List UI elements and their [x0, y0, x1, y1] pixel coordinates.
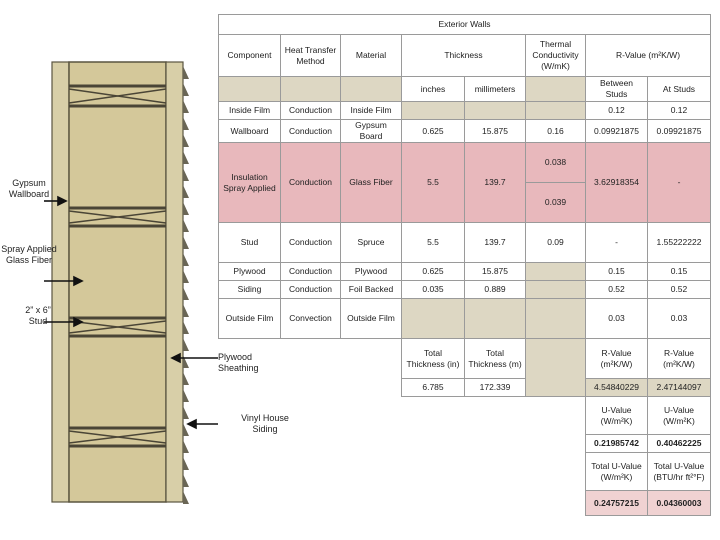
cell: 0.15 [648, 263, 711, 281]
cell: 15.875 [465, 120, 526, 143]
table-row [219, 281, 711, 299]
cell: Conduction [281, 263, 341, 281]
siding-tooth [183, 83, 189, 96]
cell: 0.52 [586, 281, 648, 299]
table-row [219, 299, 711, 339]
cell: Stud [219, 223, 281, 263]
siding-tooth [183, 389, 189, 402]
cell: Foil Backed [341, 281, 402, 299]
gypsum-layer [52, 62, 69, 502]
siding-tooth [183, 321, 189, 334]
siding-label: Vinyl House Siding [241, 413, 289, 434]
r-value-label-between: R-Value (m²K/W) [586, 339, 648, 379]
siding-tooth [183, 457, 189, 470]
r-value-at: 2.47144097 [648, 379, 711, 397]
total-thickness-m-label: Total Thickness (m) [465, 339, 526, 379]
cell: Inside Film [341, 102, 402, 120]
exterior-walls-table [218, 14, 711, 516]
cell: Conduction [281, 102, 341, 120]
table-row [219, 143, 711, 183]
cell: Plywood [219, 263, 281, 281]
cell: Inside Film [219, 102, 281, 120]
siding-teeth [183, 66, 189, 504]
cell: Insulation Spray Applied [219, 143, 281, 223]
cell: 0.09921875 [648, 120, 711, 143]
siding-tooth [183, 474, 189, 487]
header-material: Material [341, 35, 402, 77]
siding-tooth [183, 117, 189, 130]
cell: Conduction [281, 120, 341, 143]
siding-tooth [183, 372, 189, 385]
siding-tooth [183, 66, 189, 79]
cell: 0.09921875 [586, 120, 648, 143]
total-thickness-in: 6.785 [402, 379, 465, 397]
cell: Outside Film [219, 299, 281, 339]
total-u-label-imperial: Total U-Value (BTU/hr ft²°F) [648, 453, 711, 491]
cell: 139.7 [465, 143, 526, 223]
cell: - [586, 223, 648, 263]
u-value-label-between: U-Value (W/m²K) [586, 397, 648, 435]
cell: 0.039 [526, 183, 586, 223]
cell: 0.12 [586, 102, 648, 120]
plywood-label: Plywood Sheathing [218, 352, 259, 373]
siding-tooth [183, 355, 189, 368]
header-at-studs: At Studs [648, 77, 711, 102]
cell: Siding [219, 281, 281, 299]
cell: 0.625 [402, 120, 465, 143]
table-row [219, 102, 711, 120]
siding-tooth [183, 491, 189, 504]
cell: Plywood [341, 263, 402, 281]
total-u-si: 0.24757215 [586, 491, 648, 516]
cell: 5.5 [402, 143, 465, 223]
cell: 0.03 [586, 299, 648, 339]
cell: 0.52 [648, 281, 711, 299]
cell: Conduction [281, 223, 341, 263]
cell: 15.875 [465, 263, 526, 281]
cell: - [648, 143, 711, 223]
total-thickness-m: 172.339 [465, 379, 526, 397]
siding-tooth [183, 270, 189, 283]
cell: 0.15 [586, 263, 648, 281]
siding-tooth [183, 406, 189, 419]
cell: 5.5 [402, 223, 465, 263]
cell: Conduction [281, 281, 341, 299]
header-thickness: Thickness [402, 35, 526, 77]
siding-tooth [183, 236, 189, 249]
gypsum-label: Gypsum Wallboard [8, 178, 50, 199]
siding-tooth [183, 100, 189, 113]
u-value-at: 0.40462225 [648, 435, 711, 453]
table-row [219, 263, 711, 281]
siding-tooth [183, 287, 189, 300]
cell: 0.625 [402, 263, 465, 281]
cell: Convection [281, 299, 341, 339]
cell: 3.62918354 [586, 143, 648, 223]
header-millimeters: millimeters [465, 77, 526, 102]
r-value-between: 4.54840229 [586, 379, 648, 397]
header-component: Component [219, 35, 281, 77]
insulation-layer [69, 62, 166, 502]
siding-tooth [183, 253, 189, 266]
cell: Outside Film [341, 299, 402, 339]
header-rvalue: R-Value (m²K/W) [586, 35, 711, 77]
plywood-layer [166, 62, 183, 502]
u-value-between: 0.21985742 [586, 435, 648, 453]
header-between-studs: Between Studs [586, 77, 648, 102]
stud-label: 2” x 6” Stud [25, 305, 51, 326]
cell: 0.038 [526, 143, 586, 183]
total-u-label-si: Total U-Value (W/m²K) [586, 453, 648, 491]
r-value-label-at: R-Value (m²K/W) [648, 339, 711, 379]
siding-tooth [183, 338, 189, 351]
siding-tooth [183, 304, 189, 317]
siding-tooth [183, 202, 189, 215]
cell: 0.03 [648, 299, 711, 339]
table-row [219, 120, 711, 143]
cell: 0.12 [648, 102, 711, 120]
cell: 0.035 [402, 281, 465, 299]
total-thickness-in-label: Total Thickness (in) [402, 339, 465, 379]
table-row [219, 223, 711, 263]
siding-tooth [183, 423, 189, 436]
cell: 0.889 [465, 281, 526, 299]
cell: Wallboard [219, 120, 281, 143]
wall-section-diagram [0, 0, 218, 540]
cell: Conduction [281, 143, 341, 223]
cell: Glass Fiber [341, 143, 402, 223]
header-inches: inches [402, 77, 465, 102]
spray-label: Spray Applied Glass Fiber [1, 244, 57, 265]
cell: Spruce [341, 223, 402, 263]
siding-tooth [183, 219, 189, 232]
cell: 139.7 [465, 223, 526, 263]
cell: Gypsum Board [341, 120, 402, 143]
siding-tooth [183, 151, 189, 164]
siding-tooth [183, 185, 189, 198]
table-title: Exterior Walls [219, 15, 711, 35]
siding-tooth [183, 168, 189, 181]
header-method: Heat Transfer Method [281, 35, 341, 77]
siding-tooth [183, 440, 189, 453]
cell: 1.55222222 [648, 223, 711, 263]
total-u-imperial: 0.04360003 [648, 491, 711, 516]
cell: 0.09 [526, 223, 586, 263]
header-conductivity: Thermal Conductivity (W/mK) [526, 35, 586, 77]
cell: 0.16 [526, 120, 586, 143]
siding-tooth [183, 134, 189, 147]
u-value-label-at: U-Value (W/m²K) [648, 397, 711, 435]
